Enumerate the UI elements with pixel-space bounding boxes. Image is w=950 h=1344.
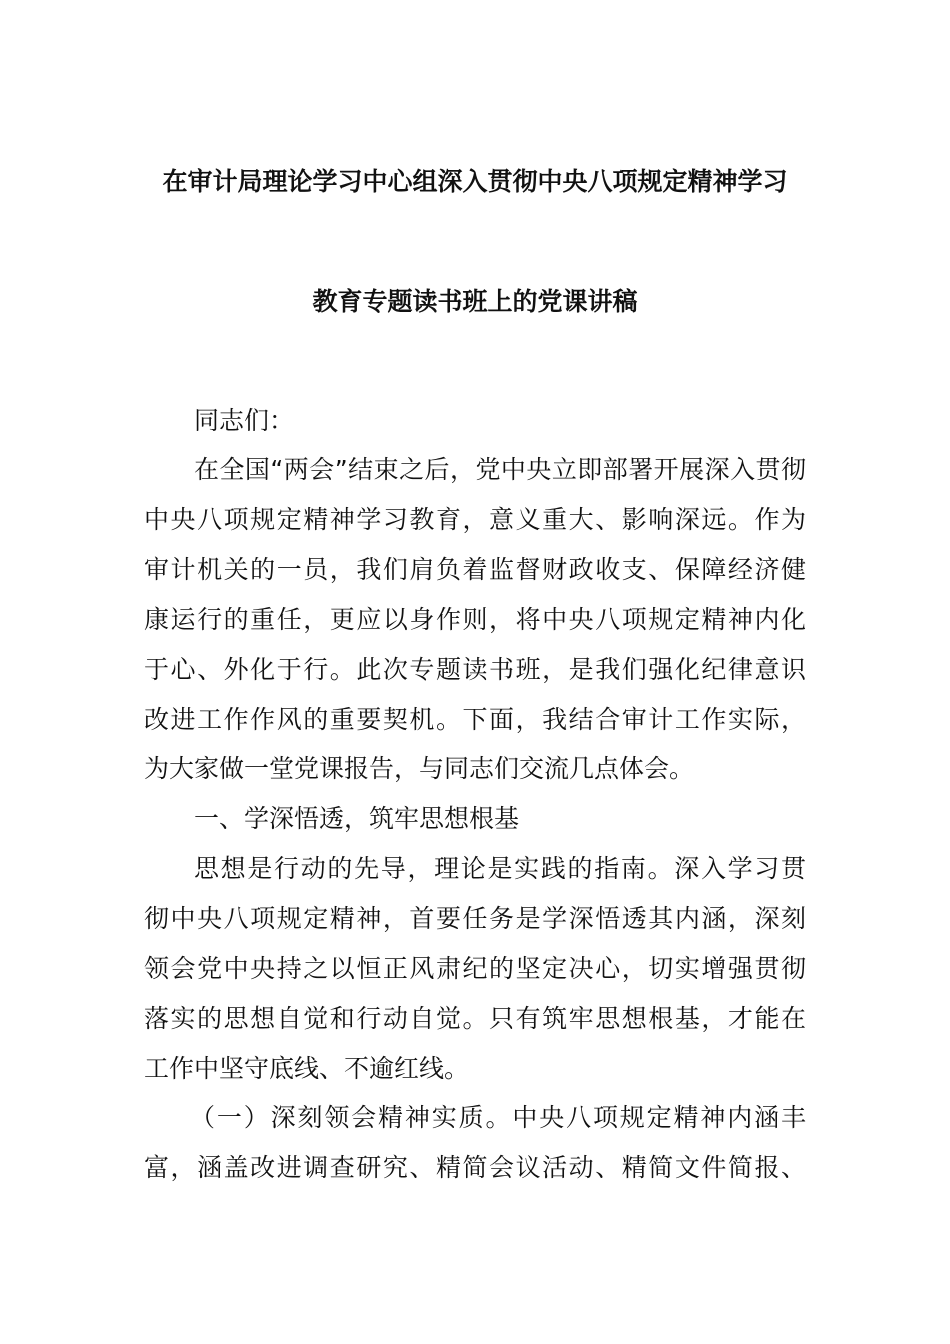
paragraph-line: 领会党中央持之以恒正风肃纪的坚定决心，切实增强贯彻 bbox=[144, 954, 806, 983]
paragraph-line: 思想是行动的先导，理论是实践的指南。深入学习贯 bbox=[194, 854, 806, 883]
paragraph-line: 富，涵盖改进调查研究、精简会议活动、精简文件简报、 bbox=[144, 1153, 806, 1182]
subsection-line: （一）深刻领会精神实质。中央八项规定精神内涵丰 bbox=[190, 1103, 806, 1132]
salutation: 同志们： bbox=[194, 406, 295, 435]
paragraph-line: 为大家做一堂党课报告，与同志们交流几点体会。 bbox=[144, 754, 695, 783]
paragraph-line: 康运行的重任，更应以身作则，将中央八项规定精神内化 bbox=[144, 605, 806, 634]
paragraph-line: 审计机关的一员，我们肩负着监督财政收支、保障经济健 bbox=[144, 555, 806, 584]
document-title-line-1: 在审计局理论学习中心组深入贯彻中央八项规定精神学习 bbox=[162, 167, 788, 196]
paragraph-line: 工作中坚守底线、不逾红线。 bbox=[144, 1054, 470, 1083]
document-title-line-2: 教育专题读书班上的党课讲稿 bbox=[312, 287, 638, 316]
paragraph-line: 在全国“两会”结束之后，党中央立即部署开展深入贯彻 bbox=[194, 455, 806, 484]
paragraph-line: 落实的思想自觉和行动自觉。只有筑牢思想根基，才能在 bbox=[144, 1004, 806, 1033]
paragraph-line: 改进工作作风的重要契机。下面，我结合审计工作实际， bbox=[144, 705, 806, 734]
paragraph-line: 彻中央八项规定精神，首要任务是学深悟透其内涵，深刻 bbox=[144, 904, 806, 933]
paragraph-line: 中央八项规定精神学习教育，意义重大、影响深远。作为 bbox=[144, 505, 806, 534]
section-heading: 一、学深悟透，筑牢思想根基 bbox=[194, 804, 520, 833]
paragraph-line: 于心、外化于行。此次专题读书班，是我们强化纪律意识 bbox=[144, 655, 806, 684]
